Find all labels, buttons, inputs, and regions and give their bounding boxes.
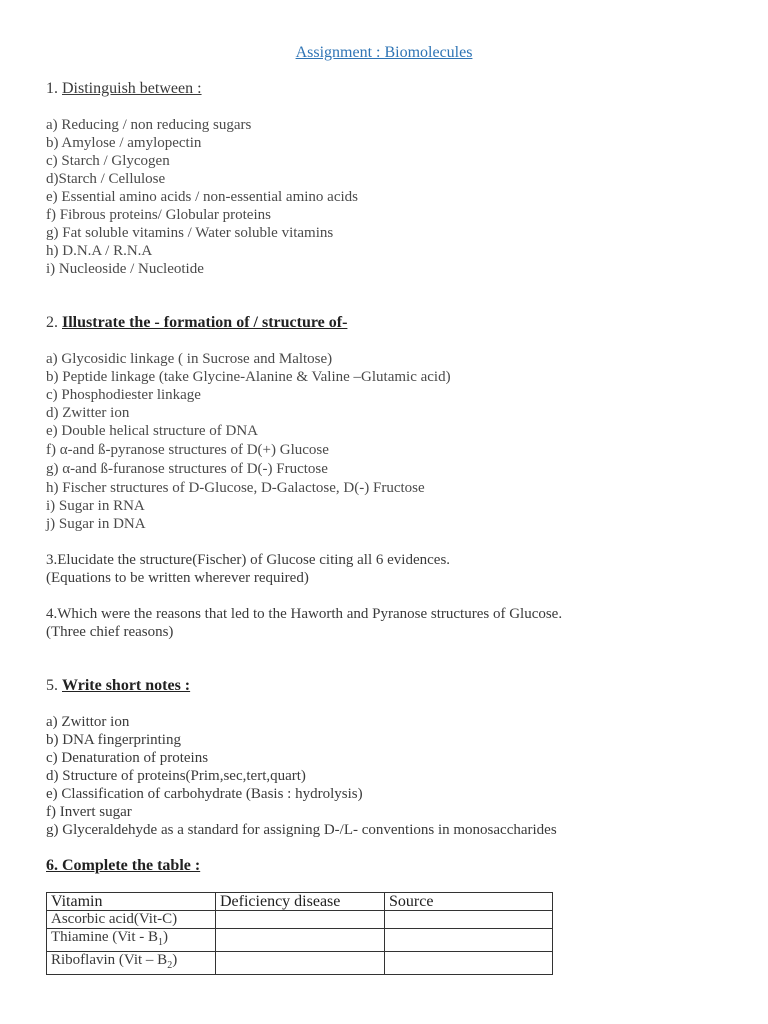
question-3-text: 3.Elucidate the structure(Fischer) of Glucose citing all 6 evidences. — [46, 552, 451, 568]
q2-item-b: b) Peptide linkage (take Glycine-Alanine & Valine –Glutamic acid) — [46, 369, 451, 385]
table-row — [47, 929, 553, 952]
q2-item-e: e) Double helical structure of DNA — [46, 423, 259, 439]
cell-source[interactable] — [385, 952, 553, 975]
vitamin-table — [46, 892, 553, 975]
cell-deficiency-disease[interactable] — [216, 929, 385, 952]
q2-item-d: d) Zwitter ion — [46, 405, 130, 421]
cell-source[interactable] — [385, 911, 553, 929]
question-4-note: (Three chief reasons) — [46, 624, 174, 640]
q1-item-e: e) Essential amino acids / non-essential amino acids — [46, 189, 358, 205]
q2-item-a: a) Glycosidic linkage ( in Sucrose and Maltose) — [46, 351, 333, 367]
q2-item-j: j) Sugar in DNA — [46, 516, 146, 532]
q2-item-i: i) Sugar in RNA — [46, 498, 145, 514]
header-deficiency-disease: Deficiency disease — [216, 893, 385, 911]
question-1-number: 1. — [46, 80, 58, 97]
page-title: Assignment : Biomolecules — [295, 44, 473, 61]
q5-item-a: a) Zwittor ion — [46, 714, 130, 730]
cell-source[interactable] — [385, 929, 553, 952]
q1-item-f: f) Fibrous proteins/ Globular proteins — [46, 207, 271, 223]
question-3-note: (Equations to be written wherever required) — [46, 570, 309, 586]
q2-item-f: f) α-and ß-pyranose structures of D(+) Glucose — [46, 442, 329, 458]
question-2-heading — [46, 314, 347, 332]
question-4-text: 4.Which were the reasons that led to the Haworth and Pyranose structures of Glucose. — [46, 606, 563, 622]
q1-item-b: b) Amylose / amylopectin — [46, 135, 202, 151]
q1-item-a: a) Reducing / non reducing sugars — [46, 117, 252, 133]
q2-item-h: h) Fischer structures of D-Glucose, D-Galactose, D(-) Fructose — [46, 480, 425, 496]
q5-item-e: e) Classification of carbohydrate (Basis : hydrolysis) — [46, 786, 363, 802]
question-1-title: Distinguish between : — [62, 80, 202, 97]
vitamin-close: ) — [172, 952, 178, 968]
question-5-heading — [46, 677, 190, 695]
cell-vitamin — [47, 911, 216, 929]
question-1-heading — [46, 80, 202, 98]
cell-vitamin — [47, 952, 216, 975]
vitamin-subscript: 1 — [158, 937, 163, 948]
vitamin-name: Riboflavin (Vit – B — [51, 952, 168, 968]
table-row — [47, 911, 553, 929]
q5-item-g: g) Glyceraldehyde as a standard for assigning D-/L- conventions in monosaccharides — [46, 822, 557, 838]
vitamin-name: Thiamine (Vit - B — [51, 929, 158, 945]
vitamin-close: ) — [163, 929, 168, 945]
q5-item-f: f) Invert sugar — [46, 804, 132, 820]
table-row — [47, 952, 553, 975]
header-vitamin: Vitamin — [47, 893, 216, 911]
cell-deficiency-disease[interactable] — [216, 952, 385, 975]
cell-deficiency-disease[interactable] — [216, 911, 385, 929]
q5-item-d: d) Structure of proteins(Prim,sec,tert,quart) — [46, 768, 306, 784]
question-2-number: 2. — [46, 314, 58, 331]
question-6-heading: 6. Complete the table : — [46, 857, 201, 874]
q2-item-c: c) Phosphodiester linkage — [46, 387, 201, 403]
q5-item-c: c) Denaturation of proteins — [46, 750, 209, 766]
q1-item-h: h) D.N.A / R.N.A — [46, 243, 153, 259]
question-2-title: Illustrate the - formation of / structure of- — [62, 314, 348, 331]
q1-item-c: c) Starch / Glycogen — [46, 153, 170, 169]
vitamin-name: Ascorbic acid(Vit-C) — [51, 911, 178, 927]
table-header-row — [47, 893, 553, 911]
q1-item-g: g) Fat soluble vitamins / Water soluble vitamins — [46, 225, 334, 241]
cell-vitamin — [47, 929, 216, 952]
question-5-number: 5. — [46, 677, 58, 694]
header-source: Source — [385, 893, 553, 911]
question-5-title: Write short notes : — [62, 677, 191, 694]
q1-item-d: d)Starch / Cellulose — [46, 171, 166, 187]
vitamin-subscript: 2 — [167, 960, 173, 971]
q2-item-g: g) α-and ß-furanose structures of D(-) Fructose — [46, 461, 328, 477]
q5-item-b: b) DNA fingerprinting — [46, 732, 181, 748]
q1-item-i: i) Nucleoside / Nucleotide — [46, 261, 204, 277]
